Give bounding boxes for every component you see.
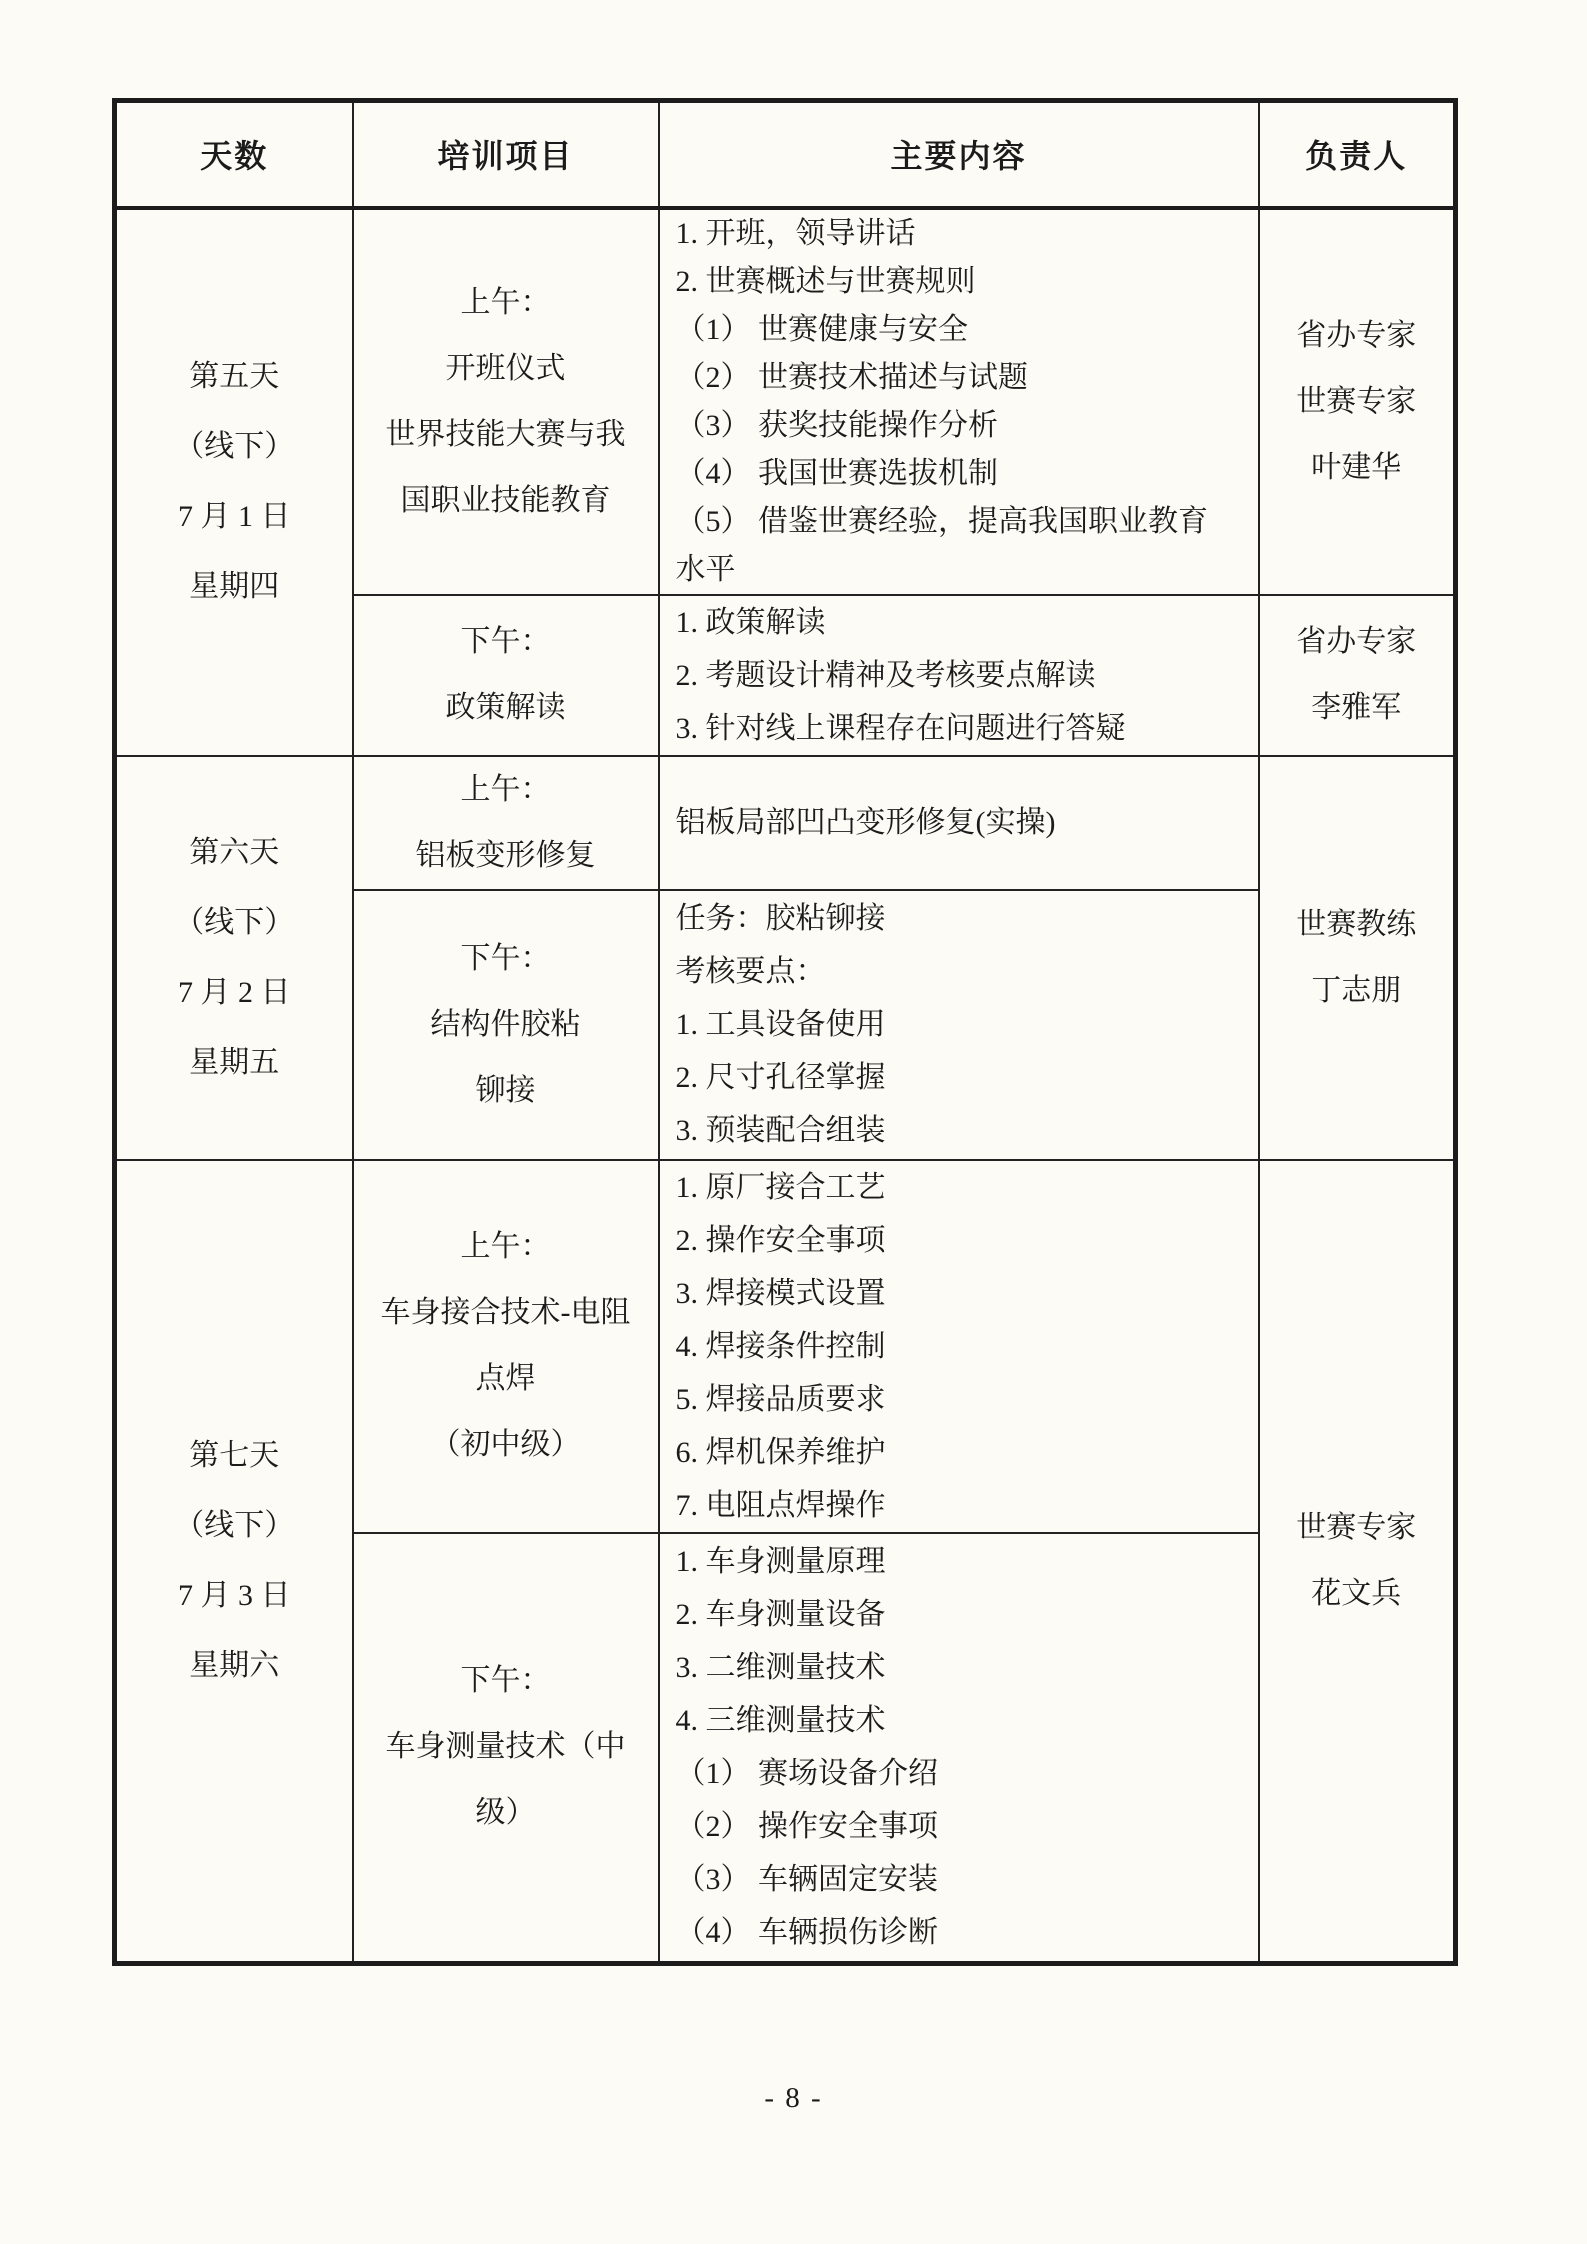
project-line: 下午： [460,625,551,658]
project-line: 上午： [460,285,551,319]
person-line: 花文兵 [1311,1576,1402,1610]
day7-am-content-cell [659,1160,1259,1533]
day-mode: （线下） [174,430,295,463]
day7-cell [115,1160,353,1964]
content-line: 任务：胶粘铆接 [675,902,886,935]
person-line: 丁志朋 [1311,973,1402,1007]
person-line: 叶建华 [1311,450,1402,484]
day-label: 第六天 [189,835,280,869]
content-line: 4. 焊接条件控制 [675,1329,886,1363]
project-line: 车身测量技术（中 [385,1730,626,1764]
day6-am-project-cell [353,756,659,890]
day-date: 7 月 1 日 [178,500,291,533]
project-line: 铆接 [475,1073,536,1107]
content-line: 1. 车身测量原理 [675,1545,886,1579]
project-line: 结构件胶粘 [430,1007,581,1041]
day-weekday: 星期五 [189,1045,280,1079]
day7-am-project-cell [353,1160,659,1533]
project-line: 开班仪式 [445,351,566,385]
project-line: 上午： [460,772,551,806]
content-line: （4） 我国世赛选拔机制 [675,456,998,490]
table-row [115,756,1456,890]
table-row [115,208,1456,595]
day6-am-content-cell [659,756,1259,890]
day-date: 7 月 3 日 [178,1578,291,1612]
content-line: 2. 车身测量设备 [675,1598,886,1632]
content-line: 1. 政策解读 [675,605,826,639]
day-mode: （线下） [174,905,295,939]
day5-am-person-cell [1259,208,1456,595]
content-line: （1） 世赛健康与安全 [675,312,968,346]
person-line: 李雅军 [1311,691,1402,724]
content-line: （3） 车辆固定安装 [675,1863,938,1897]
content-line: 1. 原厂接合工艺 [675,1170,886,1204]
day7-pm-content-cell [659,1533,1259,1964]
content-line: 铝板局部凹凸变形修复(实操) [675,806,1056,839]
content-line: （3） 获奖技能操作分析 [675,408,998,442]
content-line: 2. 世赛概述与世赛规则 [675,264,976,298]
project-line: 世界技能大赛与我 [385,417,626,451]
content-line: 4. 三维测量技术 [675,1704,886,1738]
content-line: 2. 考题设计精神及考核要点解读 [675,658,1096,692]
day5-am-project-cell [353,208,659,595]
content-line: 3. 二维测量技术 [675,1651,886,1685]
page-number: - 8 - [764,2082,823,2114]
content-line: 3. 针对线上课程存在问题进行答疑 [675,711,1126,745]
project-line: 下午： [460,941,551,975]
content-line: （4） 车辆损伤诊断 [675,1916,938,1950]
content-line: （2） 世赛技术描述与试题 [675,360,1028,394]
day5-am-content-cell [659,208,1259,595]
content-line: 2. 操作安全事项 [675,1223,886,1257]
content-line: （2） 操作安全事项 [675,1810,938,1844]
project-line: 政策解读 [445,691,566,724]
person-line: 世赛专家 [1296,384,1417,418]
day5-pm-content-cell [659,595,1259,756]
day-label: 第七天 [189,1438,280,1472]
day5-cell [115,208,353,756]
content-line: 6. 焊机保养维护 [675,1435,886,1469]
header-content: 主要内容 [659,101,1259,208]
day6-pm-project-cell [353,890,659,1160]
day-mode: （线下） [174,1508,295,1542]
project-line: 上午： [460,1230,551,1263]
day-weekday: 星期四 [189,570,280,603]
person-line: 省办专家 [1296,318,1417,352]
training-schedule-table [112,98,1458,1966]
person-line: 省办专家 [1296,625,1417,658]
content-line: 1. 开班，领导讲话 [675,216,916,250]
day6-person-cell [1259,756,1456,1160]
content-line: 2. 尺寸孔径掌握 [675,1061,886,1094]
content-line: 5. 焊接品质要求 [675,1382,886,1416]
content-line: （5） 借鉴世赛经验，提高我国职业教育 [675,504,1208,538]
project-line: 国职业技能教育 [400,483,611,517]
table-row [115,1160,1456,1533]
day-label: 第五天 [189,360,280,393]
content-line: 1. 工具设备使用 [675,1008,886,1041]
content-line: 考核要点： [675,955,826,988]
content-line: 3. 焊接模式设置 [675,1276,886,1310]
project-line: （初中级） [430,1428,581,1461]
person-line: 世赛专家 [1296,1510,1417,1544]
content-line: （1） 赛场设备介绍 [675,1757,938,1791]
day6-pm-content-cell [659,890,1259,1160]
project-line: 点焊 [475,1362,536,1395]
project-line: 铝板变形修复 [415,838,596,872]
day7-pm-project-cell [353,1533,659,1964]
project-line: 车身接合技术-电阻 [380,1296,631,1329]
header-person: 负责人 [1259,101,1456,208]
content-line: 3. 预装配合组装 [675,1114,886,1147]
day6-cell [115,756,353,1160]
header-project: 培训项目 [353,101,659,208]
day7-person-cell [1259,1160,1456,1964]
person-line: 世赛教练 [1296,907,1417,941]
content-line: 水平 [675,552,736,586]
header-day: 天数 [115,101,353,208]
day5-pm-project-cell [353,595,659,756]
day5-pm-person-cell [1259,595,1456,756]
day-weekday: 星期六 [189,1648,280,1682]
day-date: 7 月 2 日 [178,975,291,1009]
project-line: 下午： [460,1664,551,1698]
project-line: 级） [475,1796,536,1830]
content-line: 7. 电阻点焊操作 [675,1488,886,1522]
